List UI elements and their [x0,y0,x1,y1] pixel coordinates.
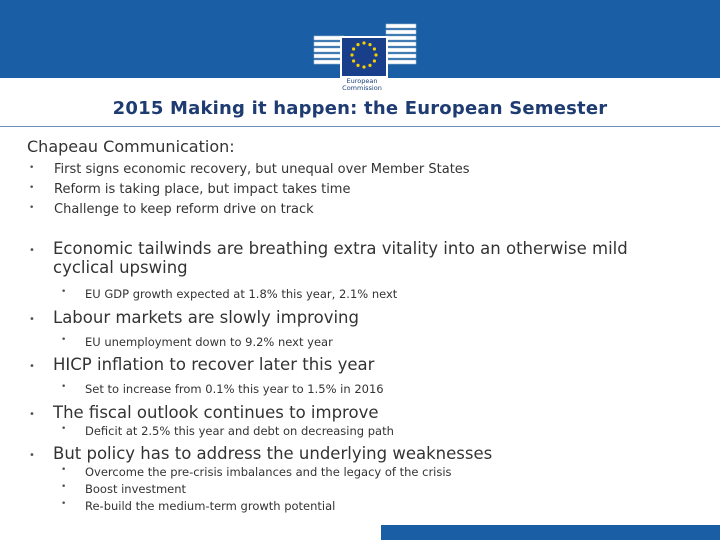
sub-bullet [61,334,679,351]
main-bullet-text: The fiscal outlook continues to improve [53,403,379,422]
main-bullet [29,403,679,423]
intro-bullet-text: Reform is taking place, but impact takes time [54,182,351,197]
main-bullet-text: Labour markets are slowly improving [53,308,359,327]
intro-bullet-text: Challenge to keep reform drive on track [54,202,314,217]
bullet-icon: • [61,335,67,345]
bullet-icon: • [61,424,67,434]
main-bullet-text: But policy has to address the underlying weaknesses [53,444,493,463]
bullet-icon: • [29,409,35,420]
intro-bullet [29,200,470,220]
bullet-icon: • [61,287,67,297]
main-bullet [29,308,679,330]
sub-bullet [61,381,679,398]
bullet-icon: • [61,465,67,475]
main-bullet-text: Economic tailwinds are breathing extra vitality into an otherwise mild cyclical upswing [53,239,628,277]
bullet-icon: • [29,450,35,461]
bullet-icon: • [29,361,35,372]
bullet-icon: • [29,203,35,213]
bullet-icon: • [29,314,35,325]
intro-bullet-list [29,160,470,220]
main-bullet [29,444,679,464]
main-bullet-text: HICP inflation to recover later this year [53,355,375,374]
bullet-icon: • [29,163,35,173]
sub-bullet-list [61,286,679,303]
bullet-icon: • [29,245,35,256]
bullet-icon: • [61,382,67,392]
sub-bullet [61,481,679,498]
bullet-icon: • [61,499,67,509]
intro-bullet [29,180,470,200]
bullet-icon: • [61,482,67,492]
sub-bullet [61,498,679,515]
sub-bullet-text: Overcome the pre-crisis imbalances and the legacy of the crisis [85,465,452,479]
sub-bullet-text: EU GDP growth expected at 1.8% this year, 2.1% next [85,287,398,301]
sub-bullet [61,464,679,481]
sub-bullet-list [61,423,679,440]
intro-bullet [29,160,470,180]
sub-bullet-list [61,334,679,351]
sub-bullet [61,286,679,303]
sub-bullet-text: Re-build the medium-term growth potential [85,499,336,513]
subtitle: Chapeau Communication: [27,137,235,156]
slide-title: 2015 Making it happen: the European Semester [112,98,608,119]
main-bullet-list [29,239,679,515]
intro-bullet-text: First signs economic recovery, but unequal over Member States [54,162,470,177]
sub-bullet-list [61,381,679,398]
main-bullet [29,239,679,279]
title-divider [0,126,720,127]
sub-bullet-text: EU unemployment down to 9.2% next year [85,335,333,349]
sub-bullet [61,423,679,440]
bullet-icon: • [29,183,35,193]
sub-bullet-list [61,464,679,515]
logo-caption: European Commission [342,77,382,92]
main-bullet [29,355,679,377]
footer-accent-bar [381,525,720,540]
sub-bullet-text: Set to increase from 0.1% this year to 1.5% in 2016 [85,382,384,396]
sub-bullet-text: Boost investment [85,482,187,496]
sub-bullet-text: Deficit at 2.5% this year and debt on decreasing path [85,424,394,438]
